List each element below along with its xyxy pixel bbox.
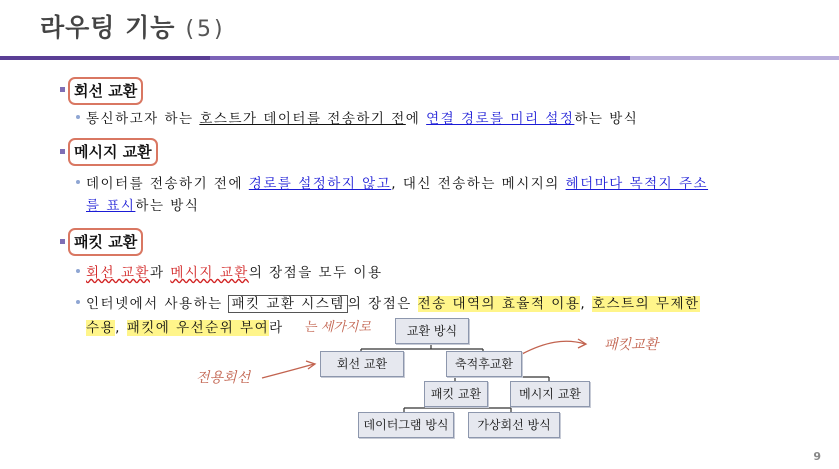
text-span: 의 장점은 [347, 296, 418, 312]
diagram-node-circuit-switching: 회선 교환 [320, 351, 404, 377]
heading-packet-switching: 패킷 교환 [68, 228, 143, 256]
heading-message-switching: 메시지 교환 [68, 138, 158, 166]
diagram-node-switching-methods: 교환 방식 [395, 318, 469, 344]
text-span: 에 [405, 111, 427, 127]
diagram-node-message-switching: 메시지 교환 [510, 381, 590, 407]
diagram-node-packet-switching: 패킷 교환 [424, 381, 488, 407]
diagram-node-datagram: 데이터그램 방식 [358, 412, 454, 438]
page-number: 9 [813, 450, 821, 463]
text-span: 하는 방식 [135, 198, 200, 214]
text-highlighted: 수용 [86, 320, 116, 336]
heading-circuit-switching: 회선 교환 [68, 77, 143, 105]
diagram-node-store-and-forward: 축적후교환 [446, 351, 522, 377]
diagram-node-virtual-circuit: 가상회선 방식 [468, 412, 560, 438]
handwritten-note-packet: 패킷교환 [604, 337, 659, 353]
handwritten-note-dedicated-line: 전용회선 [196, 370, 251, 386]
text-blue-emphasis: 헤더마다 목적지 주소 [565, 176, 709, 192]
text-span: , 대신 전송하는 메시지의 [391, 176, 566, 192]
text-blue-emphasis: 연결 경로를 미리 설정 [426, 111, 575, 127]
text-span: 통신하고자 하는 [86, 111, 200, 127]
text-blue-emphasis: 경로를 설정하지 않고 [248, 176, 392, 192]
text-highlighted: 호스트의 무제한 [591, 296, 700, 312]
text-span: , [580, 296, 592, 312]
text-highlighted: 전송 대역의 효율적 이용 [417, 296, 581, 312]
text-span: 라 [269, 320, 284, 336]
handwritten-note-three-kinds: 는 세가지로 [304, 320, 371, 335]
text-underlined: 호스트가 데이터를 전송하기 전 [199, 111, 406, 127]
text-blue-emphasis: 를 표시 [86, 198, 136, 214]
text-red-emphasis: 회선 교환 [86, 265, 150, 281]
text-span: , [115, 320, 127, 336]
text-span: 하는 방식 [574, 111, 639, 127]
text-boxed: 패킷 교환 시스템 [228, 295, 347, 313]
text-span: 의 장점을 모두 이용 [248, 265, 383, 281]
text-span: 과 [149, 265, 171, 281]
title-main: 라우팅 기능 [40, 13, 176, 42]
text-highlighted: 패킷에 우선순위 부여 [126, 320, 270, 336]
text-span: 데이터를 전송하기 전에 [86, 176, 249, 192]
title-number: (5) [185, 17, 226, 42]
text-span: 인터넷에서 사용하는 [86, 296, 229, 312]
text-red-emphasis: 메시지 교환 [170, 265, 249, 281]
